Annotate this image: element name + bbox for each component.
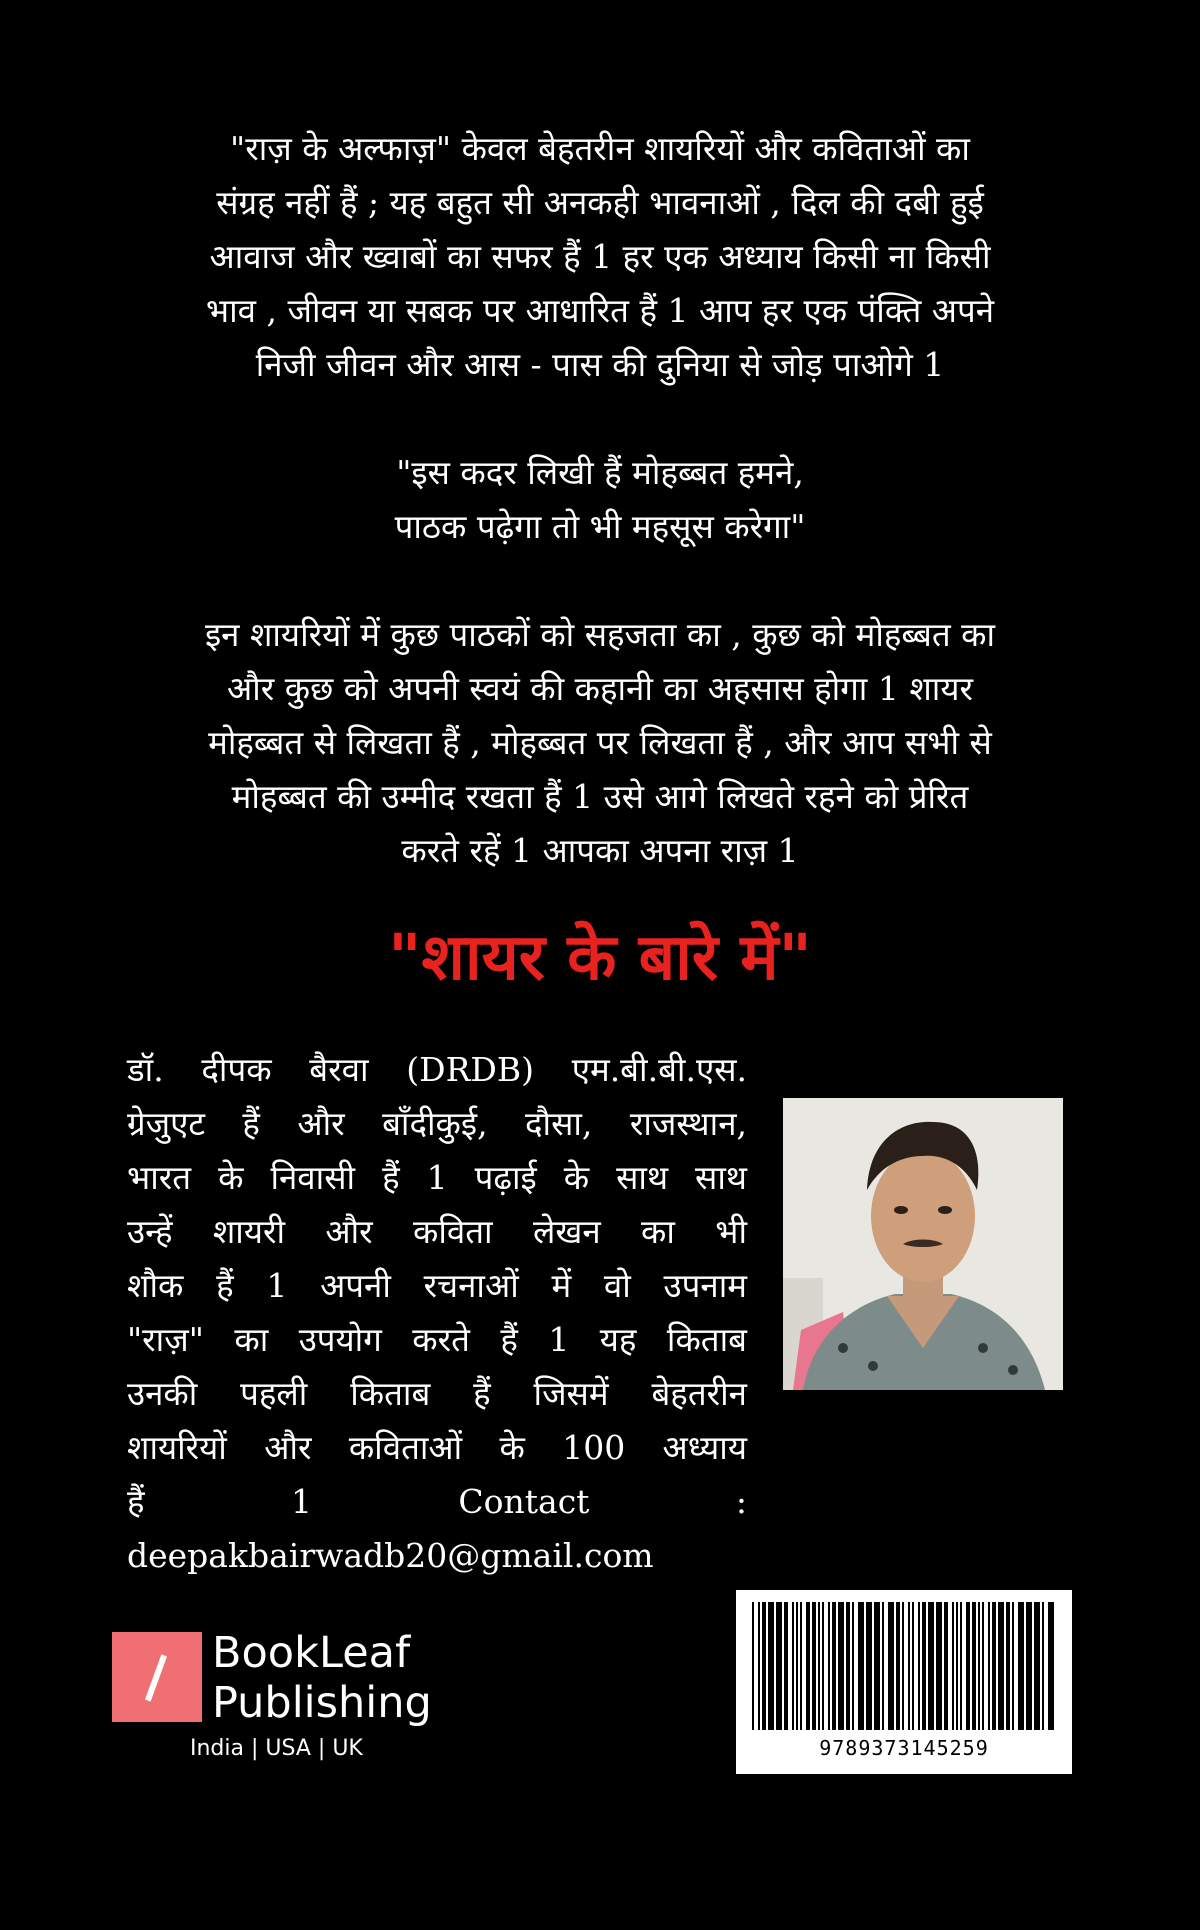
quote-line: पाठक पढ़ेगा तो भी महसूस करेगा" <box>394 507 806 546</box>
barcode-bar <box>982 1602 984 1730</box>
bio-line: उन्हें शायरी और कविता लेखन का भी <box>127 1212 747 1251</box>
barcode-bar <box>966 1602 970 1730</box>
author-photo <box>783 1098 1063 1390</box>
barcode-bar <box>762 1602 766 1730</box>
author-bio <box>127 1043 747 1583</box>
publisher-regions: India | USA | UK <box>190 1736 363 1761</box>
publisher-name-line1: BookLeaf <box>212 1628 411 1678</box>
barcode-bar <box>896 1602 900 1730</box>
barcode-bar <box>796 1602 798 1730</box>
barcode-bar <box>912 1602 914 1730</box>
intro-line: भाव , जीवन या सबक पर आधारित हैं 1 आप हर एक पंक्ति अपने <box>205 291 995 330</box>
barcode-bar <box>936 1602 942 1730</box>
barcode-bar <box>882 1602 884 1730</box>
barcode-bar <box>852 1602 854 1730</box>
isbn-barcode <box>736 1590 1072 1774</box>
intro-paragraph <box>100 122 1100 392</box>
couplet-quote <box>100 446 1100 554</box>
barcode-bar <box>818 1602 820 1730</box>
barcode-bar <box>1018 1602 1024 1730</box>
barcode-bar <box>956 1602 958 1730</box>
closing-line: इन शायरियों में कुछ पाठकों को सहजता का , कुछ को मोहब्बत का <box>204 615 996 654</box>
barcode-bar <box>1006 1602 1010 1730</box>
barcode-bar <box>752 1602 754 1730</box>
barcode-bar <box>858 1602 864 1730</box>
barcode-bar <box>988 1602 990 1730</box>
barcode-bar <box>888 1602 894 1730</box>
barcode-bar <box>1042 1602 1044 1730</box>
barcode-bar <box>978 1602 980 1730</box>
about-author-heading: "शायर के बारे में" <box>388 920 812 995</box>
closing-paragraph <box>100 608 1100 878</box>
barcode-bar <box>1012 1602 1014 1730</box>
barcode-bar <box>928 1602 934 1730</box>
barcode-bar <box>832 1602 836 1730</box>
barcode-bar <box>1034 1602 1040 1730</box>
quote-line: "इस कदर लिखी हैं मोहब्बत हमने, <box>396 453 804 492</box>
barcode-bar <box>992 1602 996 1730</box>
bookleaf-logo <box>112 1632 202 1722</box>
barcode-bar <box>866 1602 872 1730</box>
barcode-bar <box>784 1602 788 1730</box>
barcode-bar <box>806 1602 810 1730</box>
intro-line: आवाज और ख्वाबों का सफर हैं 1 हर एक अध्याय किसी ना किसी <box>209 237 991 276</box>
barcode-bar <box>822 1602 824 1730</box>
barcode-bar <box>952 1602 954 1730</box>
isbn-number: 9789373145259 <box>819 1736 989 1760</box>
barcode-icon <box>750 1602 1058 1730</box>
barcode-bar <box>944 1602 948 1730</box>
author-portrait-icon <box>783 1098 1063 1390</box>
intro-line: "राज़ के अल्फाज़" केवल बेहतरीन शायरियों और कविताओं का <box>230 129 970 168</box>
barcode-bar <box>918 1602 920 1730</box>
slash-icon <box>145 1654 167 1701</box>
closing-line: करते रहें 1 आपका अपना राज़ 1 <box>401 831 799 870</box>
barcode-bar <box>800 1602 802 1730</box>
bio-line: हैं 1 Contact : <box>127 1482 747 1521</box>
closing-line: और कुछ को अपनी स्वयं की कहानी का अहसास होगा 1 शायर <box>227 669 973 708</box>
bio-line: डॉ. दीपक बैरवा (DRDB) एम.बी.बी.एस. <box>127 1050 747 1089</box>
barcode-bar <box>776 1602 782 1730</box>
bio-line: शौक हैं 1 अपनी रचनाओं में वो उपनाम <box>127 1266 747 1305</box>
closing-line: मोहब्बत से लिखता हैं , मोहब्बत पर लिखता हैं , और आप सभी से <box>208 723 992 762</box>
intro-line: निजी जीवन और आस - पास की दुनिया से जोड़ पाओगे 1 <box>255 345 945 384</box>
barcode-bar <box>846 1602 850 1730</box>
barcode-bar <box>902 1602 904 1730</box>
barcode-bar <box>828 1602 830 1730</box>
barcode-bar <box>812 1602 816 1730</box>
publisher-name <box>212 1628 432 1728</box>
barcode-bar <box>998 1602 1004 1730</box>
bio-line: ग्रेजुएट हैं और बाँदीकुई, दौसा, राजस्थान, <box>127 1104 747 1143</box>
intro-line: संग्रह नहीं हैं ; यह बहुत सी अनकही भावनाओं , दिल की दबी हुई <box>216 183 984 222</box>
barcode-bar <box>1026 1602 1032 1730</box>
barcode-bar <box>922 1602 926 1730</box>
barcode-bar <box>874 1602 880 1730</box>
barcode-bar <box>758 1602 760 1730</box>
barcode-bar <box>838 1602 844 1730</box>
barcode-bar <box>972 1602 976 1730</box>
barcode-bar <box>908 1602 910 1730</box>
barcode-bar <box>1048 1602 1054 1730</box>
bio-line: उनकी पहली किताब हैं जिसमें बेहतरीन <box>127 1374 747 1413</box>
author-email[interactable]: deepakbairwadb20@gmail.com <box>127 1536 654 1575</box>
barcode-bar <box>768 1602 774 1730</box>
barcode-bar <box>792 1602 794 1730</box>
bio-line: भारत के निवासी हैं 1 पढ़ाई के साथ साथ <box>127 1158 747 1197</box>
publisher-name-line2: Publishing <box>212 1678 432 1728</box>
barcode-bar <box>960 1602 962 1730</box>
bio-line: "राज़" का उपयोग करते हैं 1 यह किताब <box>127 1320 747 1359</box>
closing-line: मोहब्बत की उम्मीद रखता हैं 1 उसे आगे लिखते रहने को प्रेरित <box>231 777 969 816</box>
bio-line: शायरियों और कविताओं के 100 अध्याय <box>127 1428 747 1467</box>
